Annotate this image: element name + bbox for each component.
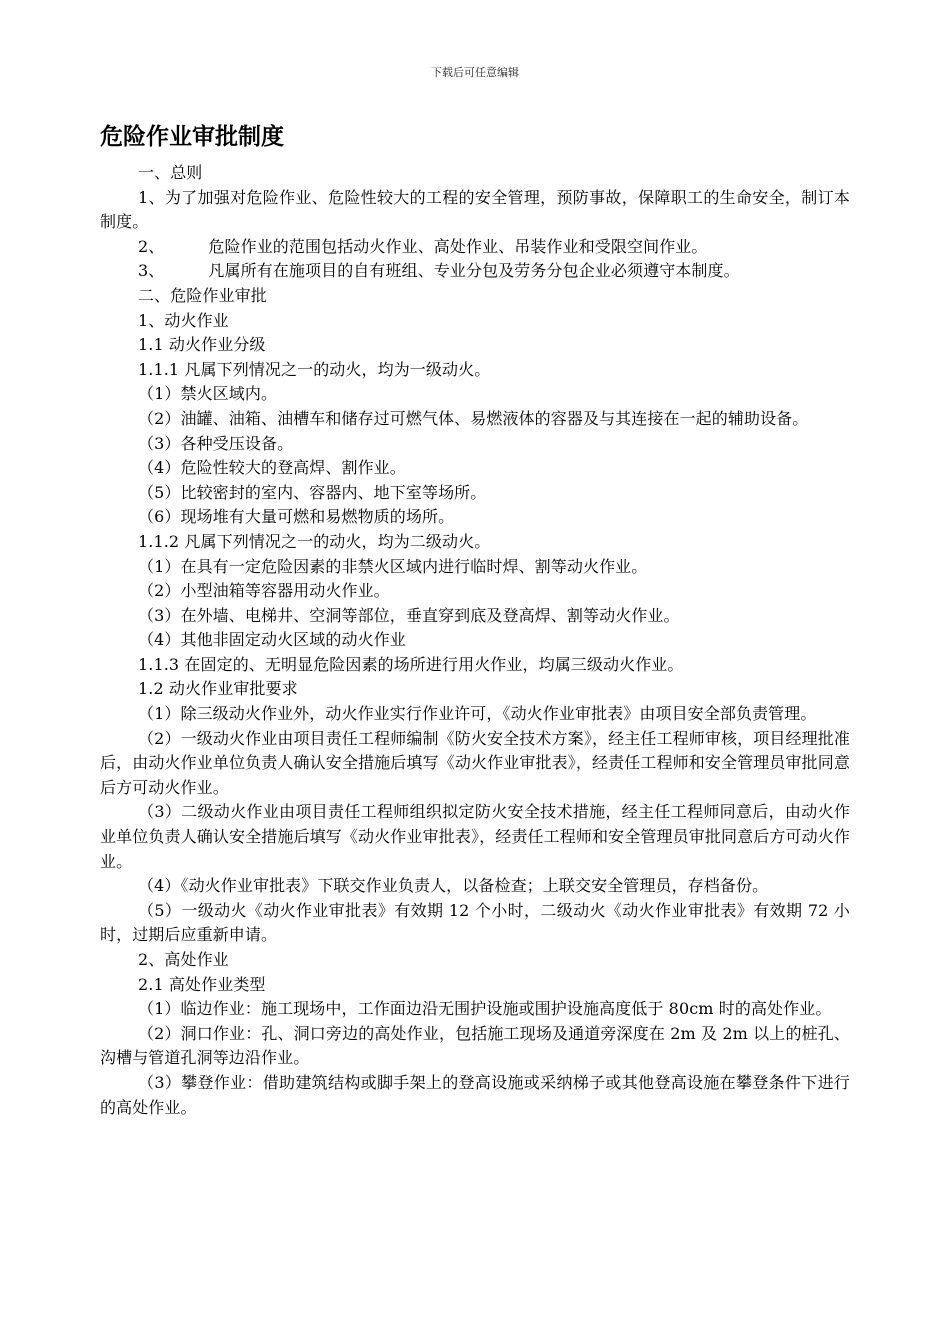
subsection-heading: 1、动火作业	[138, 310, 229, 330]
list-item: （1）临边作业：施工现场中，工作面边沿无围护设施或围护设施高度低于 80cm 时的高处作业。	[138, 999, 832, 1019]
subsection-heading: 2、高处作业	[138, 950, 229, 969]
subsection-heading: 2.1 高处作业类型	[138, 974, 266, 994]
paragraph: 一、总则	[138, 163, 203, 182]
section-heading: 二、危险作业审批	[138, 285, 267, 305]
list-item: （6）现场堆有大量可燃和易燃物质的场所。	[138, 507, 455, 527]
subsection-heading: 1.1 动火作业分级	[138, 335, 266, 355]
list-item: （3）各种受压设备。	[138, 433, 294, 453]
paragraph	[100, 259, 850, 284]
list-item: （3）在外墙、电梯井、空洞等部位，垂直穿到底及登高焊、割等动火作业。	[138, 605, 680, 625]
list-item: （3）二级动火作业由项目责任工程师组织拟定防火安全技术措施，经主任工程师同意后，由动火作业单位负责人确认安全措施后填写《动火作业审批表》，经责任工程师和安全管理员审批同意后方可动火作业。	[100, 802, 850, 871]
paragraph: 1、为了加强对危险作业、危险性较大的工程的安全管理，预防事故，保障职工的生命安全，制订本制度。	[100, 187, 850, 232]
list-item: （2）洞口作业：孔、洞口旁边的高处作业，包括施工现场及通道旁深度在 2m 及 2m 以上的桩孔、沟槽与管道孔洞等边沿作业。	[100, 1023, 850, 1068]
list-item: （3）攀登作业：借助建筑结构或脚手架上的登高设施或采纳梯子或其他登高设施在攀登条件下进行的高处作业。	[100, 1072, 850, 1117]
paragraph: 1.1.1 凡属下列情况之一的动火，均为一级动火。	[138, 359, 491, 379]
list-item: （1）禁火区域内。	[138, 384, 278, 404]
header-note: 下载后可任意编辑	[431, 66, 519, 79]
list-item: （4）危险性较大的登高焊、割作业。	[138, 458, 406, 478]
paragraph: 1.1.2 凡属下列情况之一的动火，均为二级动火。	[138, 531, 491, 551]
paragraph	[100, 235, 850, 260]
paragraph-text: 危险作业的范围包括动火作业、高处作业、吊装作业和受限空间作业。	[208, 236, 708, 256]
list-item: （1）在具有一定危险因素的非禁火区域内进行临时焊、割等动火作业。	[138, 556, 648, 576]
paragraph: 1.1.3 在固定的、无明显危险因素的场所进行用火作业，均属三级动火作业。	[138, 654, 684, 674]
list-item: （5）比较密封的室内、容器内、地下室等场所。	[138, 482, 487, 502]
list-number: 3、	[138, 261, 165, 281]
list-item: （5）一级动火《动火作业审批表》有效期 12 个小时，二级动火《动火作业审批表》有效期 72 小时，过期后应重新申请。	[100, 900, 850, 945]
subsection-heading: 1.2 动火作业审批要求	[138, 679, 298, 699]
paragraph-text: 凡属所有在施项目的自有班组、专业分包及劳务分包企业必须遵守本制度。	[208, 261, 740, 281]
list-item: （2）一级动火作业由项目责任工程师编制《防火安全技术方案》，经主任工程师审核，项目经理批准后，由动火作业单位负责人确认安全措施后填写《动火作业审批表》，经责任工程师和安全管理员审批同意后方可动火作业。	[100, 728, 850, 797]
list-item: （2）小型油箱等容器用动火作业。	[138, 581, 390, 601]
list-item: （2）油罐、油箱、油槽车和储存过可燃气体、易燃液体的容器及与其连接在一起的辅助设备。	[138, 408, 809, 428]
list-item: （4）其他非固定动火区域的动火作业	[138, 630, 406, 650]
list-item: （4）《动火作业审批表》下联交作业负责人，以备检查；上联交安全管理员，存档备份。	[138, 876, 769, 896]
document-title: 危险作业审批制度	[100, 124, 284, 150]
list-number: 2、	[138, 236, 165, 256]
list-item: （1）除三级动火作业外，动火作业实行作业许可，《动火作业审批表》由项目安全部负责管理。	[138, 704, 817, 724]
document-body	[100, 161, 850, 1120]
